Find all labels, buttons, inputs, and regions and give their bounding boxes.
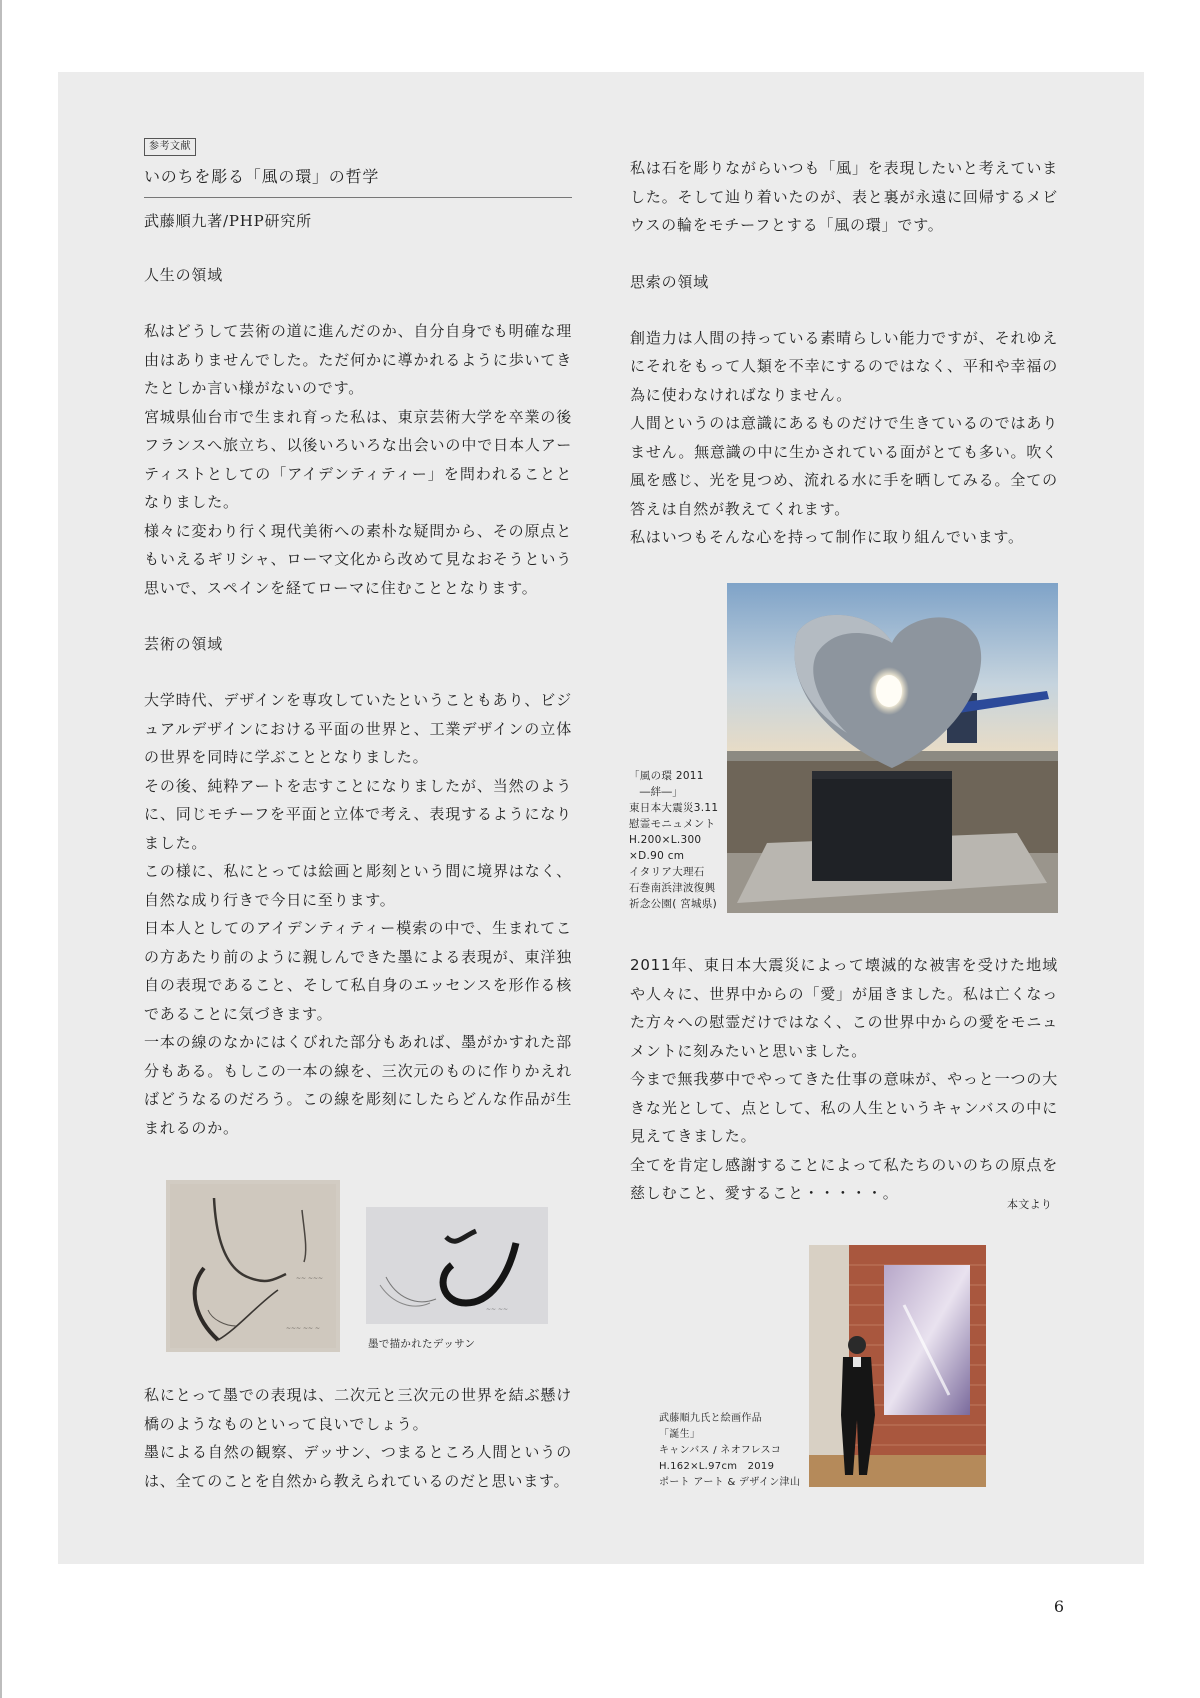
- right-column: [630, 154, 1058, 552]
- paragraph: 全てを肯定し感謝することによって私たちのいのちの原点を慈しむこと、愛すること・・・・・。: [630, 1155, 1058, 1202]
- svg-text:~~~ ~~ ~: ~~~ ~~ ~: [286, 1325, 320, 1332]
- paragraph: 墨による自然の観察、デッサン、つまるところ人間というのは、全てのことを自然から教えられているのだと思います。: [144, 1443, 572, 1490]
- section-heading-art: 芸術の領域: [144, 635, 224, 653]
- right-column-bottom: [630, 951, 1058, 1208]
- paragraph: 私にとって墨での表現は、二次元と三次元の世界を結ぶ懸け橋のようなものといって良いでしょう。: [144, 1386, 572, 1433]
- left-column: [144, 134, 572, 1142]
- paragraph: 2011年、東日本大震災によって壊滅的な被害を受けた地域や人々に、世界中からの「愛」が届きました。私は亡くなった方々への慰霊だけではなく、この世界中からの愛をモニュメントに刻みたいと思いました。: [630, 956, 1058, 1060]
- section-heading-thought: 思索の領域: [630, 272, 710, 291]
- paragraph: 日本人としてのアイデンティティー模索の中で、生まれてこの方あたり前のように親しんできた墨による表現が、東洋独自の表現であること、そして私自身のエッセンスを形作る核であることに気づきます。: [144, 919, 572, 1023]
- ink-sketch-image-1: [166, 1180, 340, 1352]
- reference-author: 武藤順九著/PHP研究所: [144, 212, 312, 230]
- ink-sketch-image-2: [366, 1207, 548, 1324]
- left-column-bottom: [144, 1381, 572, 1495]
- reference-tag: 参考文献: [144, 138, 196, 156]
- svg-text:~~ ~~: ~~ ~~: [486, 1306, 509, 1313]
- svg-text:~~ ~~~: ~~ ~~~: [296, 1275, 324, 1282]
- portrait-caption: 武藤順九氏と絵画作品 「誕生」 キャンバス / ネオフレスコ H.162×L.97cm 2019 ポート アート & デザイン津山: [659, 1413, 801, 1488]
- section-heading-life: 人生の領域: [144, 266, 224, 284]
- reference-title: いのちを彫る「風の環」の哲学: [144, 167, 380, 186]
- paragraph: 私はどうして芸術の道に進んだのか、自分自身でも明確な理由はありませんでした。ただ何かに導かれるように歩いてきたとしか言い様がないのです。: [144, 322, 572, 397]
- paragraph: 大学時代、デザインを専攻していたということもあり、ビジュアルデザインにおける平面の世界と、工業デザインの立体の世界を同時に学ぶこととなりました。: [144, 691, 572, 766]
- paragraph: 私は石を彫りながらいつも「風」を表現したいと考えていました。そして辿り着いたのが、表と裏が永遠に回帰するメビウスの輪をモチーフとする「風の環」です。: [630, 159, 1058, 234]
- paragraph: この様に、私にとっては絵画と彫刻という間に境界はなく、自然な成り行きで今日に至ります。: [144, 862, 572, 909]
- paragraph: 今まで無我夢中でやってきた仕事の意味が、やっと一つの大きな光として、点として、私の人生というキャンバスの中に見えてきました。: [630, 1070, 1058, 1145]
- paragraph: 創造力は人間の持っている素晴らしい能力ですが、それゆえにそれをもって人類を不幸にするのではなく、平和や幸福の為に使わなければなりません。: [630, 328, 1058, 404]
- portrait-photo: [809, 1245, 986, 1487]
- paragraph: 一本の線のなかにはくびれた部分もあれば、墨がかすれた部分もある。もしこの一本の線を、三次元のものに作りかえればどうなるのだろう。この線を彫刻にしたらどんな作品が生まれるのか。: [144, 1033, 572, 1137]
- sculpture-caption: 「風の環 2011 ―絆―」 東日本大震災3.11 慰霊モニュメント H.200×L.300 ×D.90 cm イタリア大理石 石巻南浜津波復興 祈念公園( 宮城県): [629, 770, 719, 910]
- paragraph: その後、純粋アートを志すことになりましたが、当然のように、同じモチーフを平面と立体で考え、表現するようになりました。: [144, 776, 572, 852]
- sketch-caption: 墨で描かれたデッサン: [368, 1338, 476, 1350]
- source-note: 本文より: [1007, 1198, 1053, 1211]
- paragraph: 宮城県仙台市で生まれ育った私は、東京芸術大学を卒業の後フランスへ旅立ち、以後いろいろな出会いの中で日本人アーティストとしての「アイデンティティー」を問われることとなりました。: [144, 407, 572, 511]
- paragraph: 私はいつもそんな心を持って制作に取り組んでいます。: [630, 528, 1024, 546]
- reference-divider: [144, 197, 572, 198]
- page-edge-line: [0, 0, 2, 1698]
- paragraph: 様々に変わり行く現代美術への素朴な疑問から、その原点ともいえるギリシャ、ローマ文化から改めて見なおそうという思いで、スペインを経てローマに住むこととなります。: [144, 521, 572, 597]
- paragraph: 人間というのは意識にあるものだけで生きているのではありません。無意識の中に生かされている面がとても多い。吹く風を感じ、光を見つめ、流れる水に手を晒してみる。全ての答えは自然が教えてくれます。: [630, 414, 1058, 518]
- page-number: 6: [1053, 1597, 1064, 1616]
- reference-block: [144, 134, 572, 231]
- sculpture-photo: [727, 583, 1058, 913]
